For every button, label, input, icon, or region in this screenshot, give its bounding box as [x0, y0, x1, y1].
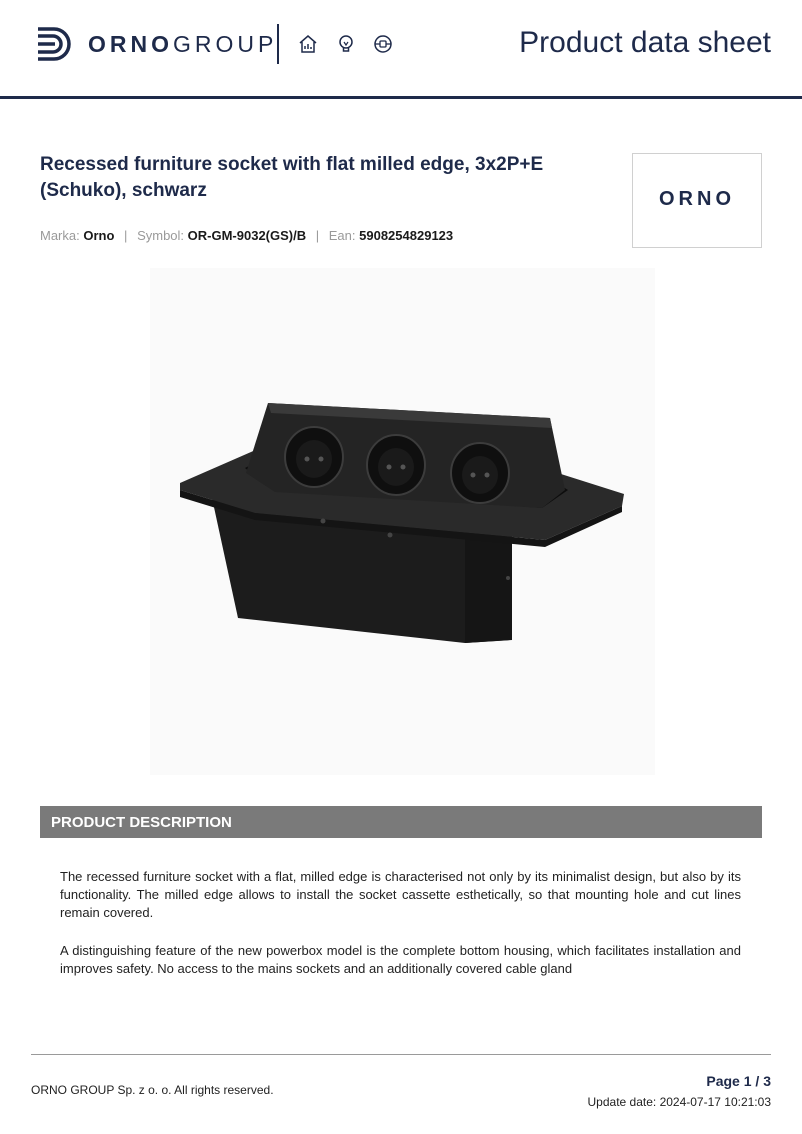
product-meta: [40, 228, 453, 243]
page-label: Page: [706, 1073, 740, 1089]
brand-wordmark: [88, 31, 277, 58]
brand-logo-box: [632, 153, 762, 248]
section-title: PRODUCT DESCRIPTION: [51, 814, 232, 831]
document-title: Product data sheet: [519, 26, 771, 59]
page-header: [0, 0, 802, 100]
meta-separator: |: [124, 228, 128, 243]
product-title: Recessed furniture socket with flat milled edge, 3x2P+E (Schuko), schwarz: [40, 154, 544, 201]
symbol-value: OR-GM-9032(GS)/B: [187, 228, 307, 243]
ean-value: 5908254829123: [359, 228, 454, 243]
update-label: Update date:: [587, 1095, 657, 1109]
update-date: [588, 1095, 772, 1109]
brand-bold: ORNO: [88, 30, 173, 57]
product-description-body: [60, 868, 741, 998]
recessed-socket-illustration: [150, 268, 655, 775]
plug-icon: [372, 33, 394, 55]
description-paragraph: The recessed furniture socket with a flat, milled edge is characterised not only by its minimalist design, but also by its functionality. The milled edge allows to install the socket cassette esthetically, so that mounting hole and cut lines remain covered.: [60, 869, 741, 920]
orno-group-logo: [34, 23, 277, 65]
light-bulb-icon: [335, 33, 357, 55]
description-paragraph: A distinguishing feature of the new powerbox model is the complete bottom housing, which facilitates installation and improves safety. No access to the mains sockets and an additionally covered cable gland: [60, 943, 741, 976]
copyright-text: ORNO GROUP Sp. z o. o. All rights reserved.: [31, 1083, 274, 1097]
page-current: 1: [743, 1073, 752, 1089]
update-value: 2024-07-17 10:21:03: [659, 1095, 771, 1109]
header-divider: [277, 24, 279, 64]
meta-separator: |: [315, 228, 320, 243]
product-description-header: [40, 806, 762, 838]
page-number: [706, 1073, 771, 1089]
page-total: 3: [763, 1073, 771, 1089]
smart-home-icon: [297, 33, 319, 55]
marka-value: Orno: [83, 228, 115, 243]
header-rule: [0, 96, 802, 99]
brand-light: GROUP: [173, 30, 278, 57]
footer-rule: [31, 1054, 771, 1055]
product-image: [150, 268, 655, 775]
orno-logo-mark-icon: [34, 23, 76, 65]
symbol-label: Symbol:: [137, 228, 185, 243]
brand-logo-text: ORNO: [659, 188, 735, 210]
marka-label: Marka:: [40, 228, 80, 243]
ean-label: Ean:: [328, 228, 356, 243]
page-separator: /: [755, 1073, 760, 1089]
